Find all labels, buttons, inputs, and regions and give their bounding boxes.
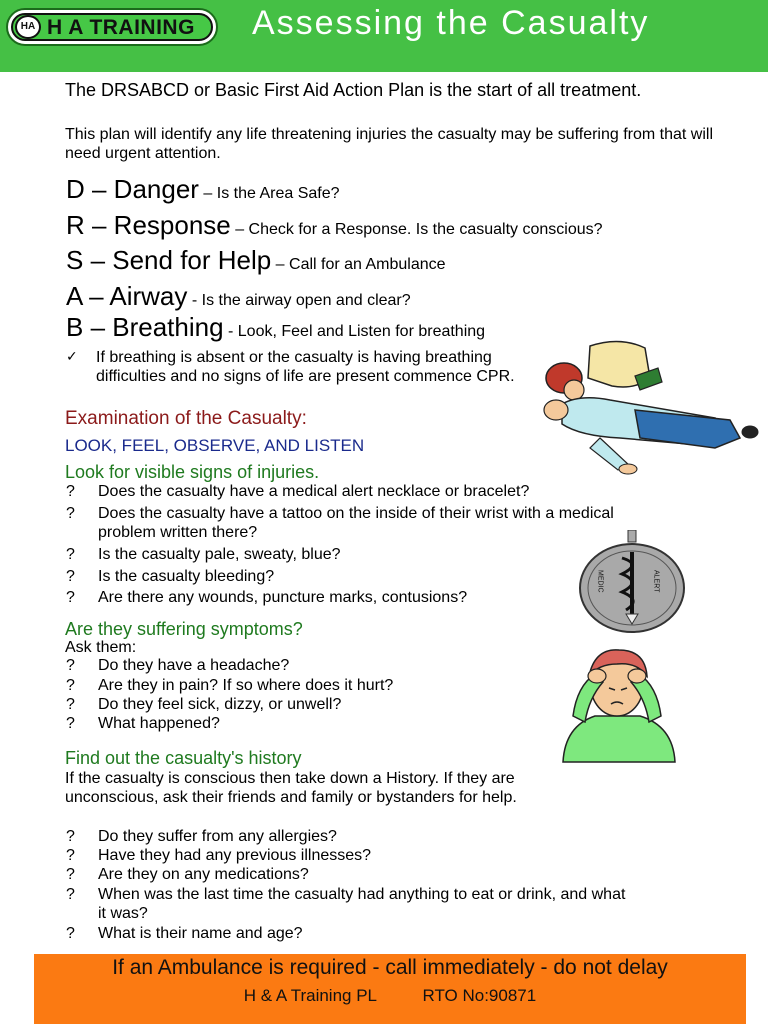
company-logo — [6, 8, 218, 46]
list-item-text: When was the last time the casualty had anything to eat or drink, and what it was? — [98, 886, 626, 922]
question-mark-icon: ? — [66, 715, 75, 732]
list-item-text: Do they feel sick, dizzy, or unwell? — [98, 696, 342, 713]
list-item — [66, 827, 646, 846]
medic-alert-illustration — [576, 530, 688, 634]
step-description: - Look, Feel and Listen for breathing — [223, 323, 486, 340]
medic-alert-left-text: MEDIC — [596, 570, 604, 593]
header-bar — [0, 0, 768, 72]
question-mark-icon: ? — [66, 483, 75, 500]
checkmark-icon: ✓ — [66, 349, 78, 365]
footer-warning: If an Ambulance is required - call immediately - do not delay — [112, 956, 668, 979]
list-item-text: Are they in pain? If so where does it hurt? — [98, 677, 394, 694]
list-item — [66, 567, 646, 586]
footer-banner — [34, 954, 746, 1024]
ask-them-label: Ask them: — [65, 639, 137, 656]
list-item — [66, 482, 646, 501]
question-mark-icon: ? — [66, 886, 75, 903]
list-item — [66, 846, 646, 865]
history-heading: Find out the casualty's history — [65, 748, 302, 768]
step-title: B – Breathing — [66, 312, 224, 342]
list-item-text: Are they on any medications? — [98, 866, 309, 883]
headache-illustration — [555, 646, 680, 766]
step-title: D – Danger — [66, 174, 199, 204]
history-text: If the casualty is conscious then take down a History. If they are unconscious, ask their friends and family or bystanders for help. — [65, 770, 517, 806]
intro-line-2: This plan will identify any life threatening injuries the casualty may be suffering from that will need urgent attention. — [65, 126, 714, 162]
list-item — [66, 865, 646, 884]
footer-rto: RTO No:90871 — [422, 986, 537, 1005]
question-mark-icon: ? — [66, 589, 75, 606]
list-item — [66, 545, 646, 564]
intro-line-1: The DRSABCD or Basic First Aid Action Plan is the start of all treatment. — [65, 80, 642, 100]
examination-subheading: LOOK, FEEL, OBSERVE, AND LISTEN — [65, 436, 365, 455]
step-airway — [66, 281, 411, 312]
list-item-text: Is the casualty pale, sweaty, blue? — [98, 546, 341, 563]
list-item-text: Is the casualty bleeding? — [98, 568, 275, 585]
question-mark-icon: ? — [66, 546, 75, 563]
logo-text: H A TRAINING — [47, 16, 195, 39]
list-item — [66, 588, 646, 607]
visible-signs-heading: Look for visible signs of injuries. — [65, 462, 320, 482]
list-item-text: Does the casualty have a medical alert necklace or bracelet? — [98, 483, 530, 500]
question-mark-icon: ? — [66, 696, 75, 713]
step-response — [66, 210, 603, 241]
symptoms-heading: Are they suffering symptoms? — [65, 619, 303, 639]
step-description: – Is the Area Safe? — [198, 185, 340, 202]
question-mark-icon: ? — [66, 505, 75, 522]
examination-heading: Examination of the Casualty: — [65, 408, 307, 429]
step-danger — [66, 174, 340, 205]
list-item-text: What happened? — [98, 715, 220, 732]
question-mark-icon: ? — [66, 568, 75, 585]
list-item-text: Do they suffer from any allergies? — [98, 828, 337, 845]
cpr-note — [66, 348, 526, 386]
question-mark-icon: ? — [66, 925, 75, 942]
step-title: S – Send for Help — [66, 245, 272, 275]
step-title: R – Response — [66, 210, 231, 240]
page-title: Assessing the Casualty — [252, 4, 650, 42]
step-title: A – Airway — [66, 281, 188, 311]
footer-company: H & A Training PL — [243, 986, 378, 1005]
step-description: – Call for an Ambulance — [271, 256, 446, 273]
list-item — [66, 504, 626, 542]
list-item-text: Do they have a headache? — [98, 657, 290, 674]
step-description: – Check for a Response. Is the casualty conscious? — [230, 221, 603, 238]
step-send-for-help — [66, 245, 446, 276]
logo-pill — [11, 13, 213, 41]
cpr-illustration — [540, 338, 765, 478]
list-item-text: Have they had any previous illnesses? — [98, 847, 372, 864]
logo-badge-icon: HA — [15, 15, 41, 39]
list-item-text: What is their name and age? — [98, 925, 303, 942]
list-item-text: Are there any wounds, puncture marks, contusions? — [98, 589, 468, 606]
question-mark-icon: ? — [66, 866, 75, 883]
medic-alert-right-text: ALERT — [652, 570, 660, 593]
question-mark-icon: ? — [66, 677, 75, 694]
footer-company-line — [34, 986, 746, 1006]
cpr-note-text: If breathing is absent or the casualty is having breathing difficulties and no signs of life are present commence CPR. — [96, 349, 515, 385]
question-mark-icon: ? — [66, 657, 75, 674]
step-breathing — [66, 312, 485, 343]
question-mark-icon: ? — [66, 828, 75, 845]
question-mark-icon: ? — [66, 847, 75, 864]
list-item — [66, 885, 626, 923]
list-item-text: Does the casualty have a tattoo on the inside of their wrist with a medical problem written there? — [98, 505, 614, 541]
list-item — [66, 924, 646, 943]
step-description: - Is the airway open and clear? — [187, 292, 411, 309]
